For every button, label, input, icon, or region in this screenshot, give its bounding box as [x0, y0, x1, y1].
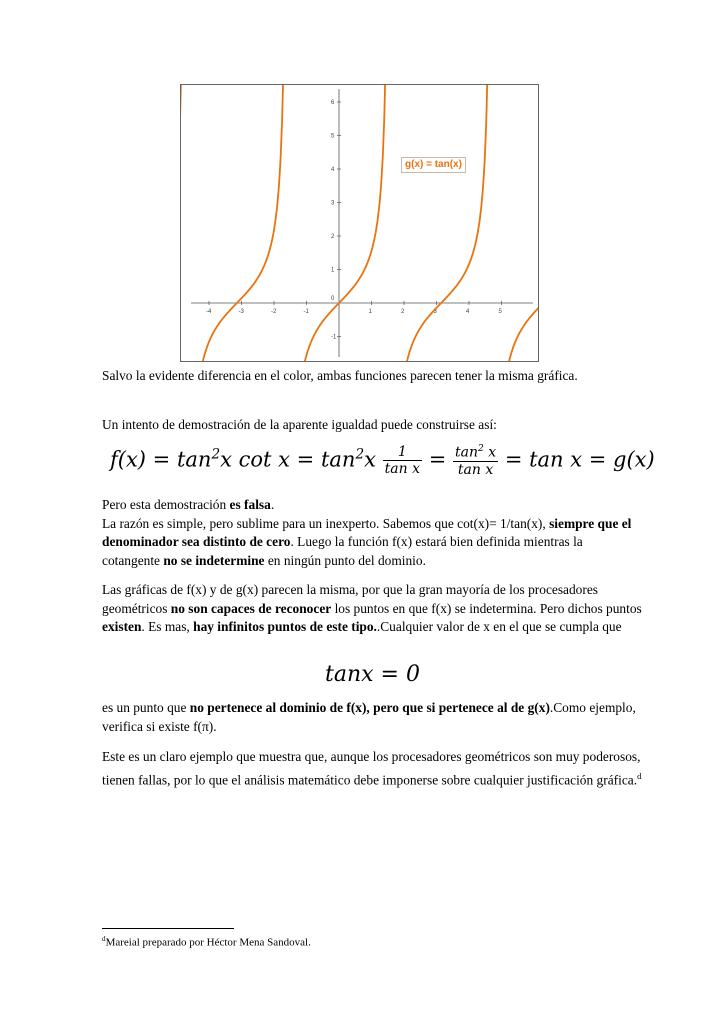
x-tick-label: 1: [368, 309, 372, 315]
frac2-num-sq: 2: [477, 444, 484, 454]
eq-fraction-1: [383, 444, 422, 477]
footnote-marker: d: [102, 935, 106, 943]
tan-branch: [505, 303, 538, 361]
tan-branch: [403, 85, 488, 361]
eq-mid1: x cot x = tan: [220, 447, 356, 472]
p7-footnote-ref: d: [637, 770, 642, 781]
y-tick-label: 1: [331, 267, 335, 274]
x-tick-label: -4: [206, 309, 212, 315]
eq-mid2: x: [364, 447, 376, 472]
paragraph-demo-intro: Un intento de demostración de la aparente igualdad puede construirse así:: [102, 417, 497, 432]
y-tick-label: 2: [331, 234, 335, 240]
paragraph-intro: Salvo la evidente diferencia en el color, ambas funciones parecen tener la misma gráfica.: [102, 368, 578, 383]
tangent-graph: [180, 84, 539, 362]
p3-bold: es falsa: [229, 497, 271, 512]
y-tick-label: 3: [331, 200, 335, 207]
x-tick-label: 4: [466, 309, 470, 315]
paragraph-conclusion: [102, 748, 642, 789]
x-tick-label: 3: [433, 309, 437, 315]
paragraph-false-proof: [102, 496, 642, 570]
p5-bold-1: no son capaces de reconocer: [170, 600, 332, 616]
p6-text-a: es un punto que: [102, 700, 190, 715]
p3-text-a: Pero esta demostración: [102, 497, 230, 512]
tan-branch: [301, 85, 386, 361]
y-tick-label: -1: [331, 334, 337, 341]
eq-sq2: 2: [355, 446, 365, 463]
p4-text-e: en ningún punto del dominio.: [264, 552, 426, 568]
footnote: [102, 932, 642, 950]
x-tick-label: -3: [238, 309, 244, 315]
equation-tan-zero: tanx = 0: [325, 662, 420, 687]
frac2-denominator: tan x: [457, 461, 494, 478]
graph-canvas: [181, 85, 538, 361]
p5-bold-2: existen: [102, 619, 142, 634]
p5-bold-3: hay infinitos puntos de este tipo.: [193, 619, 377, 634]
p4-bold-2: no se indetermine: [163, 552, 265, 568]
x-tick-label: 2: [401, 309, 405, 315]
function-label: g(x) = tan(x): [401, 157, 466, 173]
p5-text-a: Las gráficas de f(x) y de g(x) parecen la misma, por que la gran mayoría de los procesadores geométricos: [102, 582, 598, 616]
tan-branch: [199, 85, 284, 361]
paragraph-domain: [102, 699, 642, 736]
eq-rhs: = tan x = g(x): [504, 447, 655, 472]
p3-text-c: .: [270, 497, 275, 512]
x-tick-label: 5: [498, 309, 502, 315]
p5-text-c: los puntos en que f(x) se indetermina. Pero dichos puntos: [331, 600, 642, 616]
origin-label: 0: [331, 296, 335, 302]
eq-fraction-2: [453, 444, 498, 478]
p4-text-a: La razón es simple, pero sublime para un inexperto. Sabemos que cot(x)= 1/tan(x),: [102, 515, 550, 531]
p5-text-e: . Es mas,: [141, 619, 194, 634]
footnote-separator: [102, 928, 234, 929]
paragraph-graph-issue: [102, 581, 642, 637]
frac2-numerator: [453, 444, 498, 462]
y-tick-label: 5: [331, 133, 335, 140]
p4-text-c: . Luego la función f(x) estará bien definida mientras la cotangente: [102, 534, 583, 568]
x-tick-label: -2: [271, 309, 277, 315]
equation-proof: [110, 444, 655, 478]
p4-bold-1: siempre que el denominador sea distinto de cero: [102, 515, 632, 549]
p6-bold: no pertenece al dominio de f(x), pero que si pertenece al de g(x): [189, 700, 550, 715]
eq-lhs: f(x) = tan: [110, 447, 212, 472]
y-tick-label: 6: [331, 100, 335, 106]
eq-equals: =: [428, 447, 447, 472]
frac2-num-x: x: [483, 444, 497, 461]
footnote-text: Mareial preparado por Héctor Mena Sandoval.: [105, 936, 311, 949]
p6-text-c: .Como ejemplo, verifica si existe f(π).: [102, 700, 636, 734]
frac1-numerator: 1: [383, 444, 422, 461]
frac1-denominator: tan x: [384, 461, 420, 478]
p5-text-g: .Cualquier valor de x en el que se cumpla que: [376, 619, 622, 634]
x-tick-label: -1: [303, 309, 309, 315]
y-tick-label: 4: [331, 167, 335, 173]
frac2-num-tan: tan: [454, 444, 478, 461]
p7-text: Este es un claro ejemplo que muestra que, aunque los procesadores geométricos son muy poderosos, tienen fallas, por lo que el análisis matemático debe imponerse sobre cualquier justificación gráfica.: [102, 749, 641, 787]
eq-sq1: 2: [211, 446, 221, 463]
